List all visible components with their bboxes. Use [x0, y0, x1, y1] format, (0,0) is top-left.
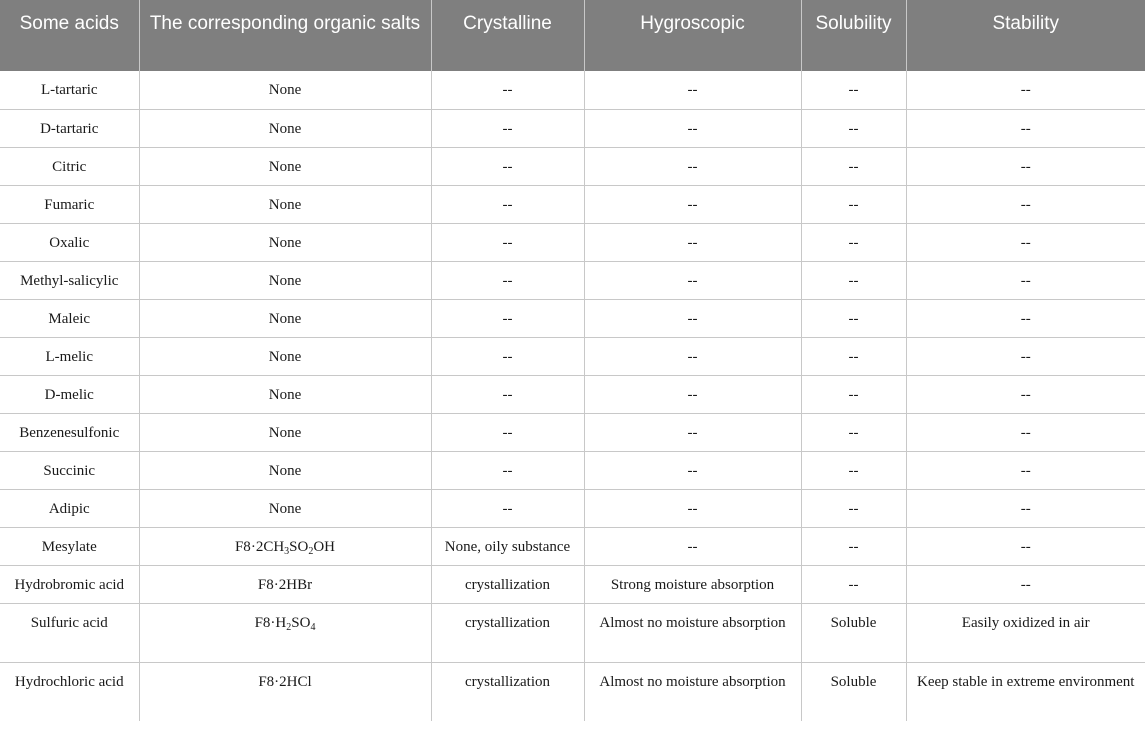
cell-organic-salt: F8·2HCl: [139, 662, 431, 721]
cell-stability: --: [906, 299, 1145, 337]
cell-crystalline: --: [431, 337, 584, 375]
cell-solubility: --: [801, 299, 906, 337]
cell-solubility: --: [801, 451, 906, 489]
cell-organic-salt: None: [139, 413, 431, 451]
table-row: [0, 299, 1145, 337]
cell-crystalline: --: [431, 299, 584, 337]
cell-stability: --: [906, 147, 1145, 185]
cell-hygroscopic: --: [584, 337, 801, 375]
cell-acid: Hydrobromic acid: [0, 565, 139, 603]
cell-stability: --: [906, 223, 1145, 261]
table-row: [0, 185, 1145, 223]
cell-crystalline: crystallization: [431, 603, 584, 662]
cell-acid: Fumaric: [0, 185, 139, 223]
cell-stability: --: [906, 109, 1145, 147]
cell-hygroscopic: --: [584, 223, 801, 261]
header-solubility: Solubility: [801, 0, 906, 71]
cell-acid: Adipic: [0, 489, 139, 527]
cell-solubility: --: [801, 413, 906, 451]
cell-stability: --: [906, 337, 1145, 375]
cell-organic-salt: $F8\cdot 2CH_3SO_2OH$: [139, 527, 431, 565]
cell-organic-salt: None: [139, 71, 431, 109]
cell-hygroscopic: --: [584, 527, 801, 565]
cell-crystalline: --: [431, 413, 584, 451]
cell-crystalline: crystallization: [431, 565, 584, 603]
cell-acid: Sulfuric acid: [0, 603, 139, 662]
cell-crystalline: --: [431, 375, 584, 413]
cell-solubility: Soluble: [801, 603, 906, 662]
cell-stability: Easily oxidized in air: [906, 603, 1145, 662]
table-row: [0, 603, 1145, 662]
cell-organic-salt: None: [139, 299, 431, 337]
cell-hygroscopic: --: [584, 451, 801, 489]
header-hygroscopic: Hygroscopic: [584, 0, 801, 71]
cell-hygroscopic: --: [584, 489, 801, 527]
cell-crystalline: --: [431, 147, 584, 185]
cell-solubility: --: [801, 489, 906, 527]
header-stability: Stability: [906, 0, 1145, 71]
cell-crystalline: --: [431, 185, 584, 223]
table-row: [0, 71, 1145, 109]
cell-hygroscopic: --: [584, 71, 801, 109]
cell-hygroscopic: Almost no moisture absorption: [584, 603, 801, 662]
cell-crystalline: --: [431, 223, 584, 261]
cell-crystalline: --: [431, 489, 584, 527]
cell-acid: Methyl-salicylic: [0, 261, 139, 299]
cell-hygroscopic: --: [584, 185, 801, 223]
cell-solubility: --: [801, 565, 906, 603]
cell-solubility: --: [801, 375, 906, 413]
cell-solubility: --: [801, 109, 906, 147]
cell-acid: L-tartaric: [0, 71, 139, 109]
cell-crystalline: crystallization: [431, 662, 584, 721]
table-row: [0, 451, 1145, 489]
cell-stability: --: [906, 71, 1145, 109]
table-body: [0, 71, 1145, 721]
cell-hygroscopic: --: [584, 109, 801, 147]
cell-hygroscopic: Almost no moisture absorption: [584, 662, 801, 721]
cell-stability: --: [906, 185, 1145, 223]
cell-solubility: Soluble: [801, 662, 906, 721]
cell-solubility: --: [801, 223, 906, 261]
header-organic-salts: The corresponding organic salts: [139, 0, 431, 71]
table-header: [0, 0, 1145, 71]
cell-stability: --: [906, 565, 1145, 603]
cell-acid: D-melic: [0, 375, 139, 413]
cell-organic-salt: None: [139, 223, 431, 261]
cell-crystalline: --: [431, 261, 584, 299]
cell-organic-salt: None: [139, 147, 431, 185]
cell-stability: Keep stable in extreme environment: [917, 673, 1135, 690]
cell-stability: --: [906, 375, 1145, 413]
table-row: [0, 261, 1145, 299]
cell-stability: --: [906, 451, 1145, 489]
cell-organic-salt: F8·2HBr: [139, 565, 431, 603]
header-some-acids: Some acids: [0, 0, 139, 71]
cell-hygroscopic: --: [584, 147, 801, 185]
cell-organic-salt: None: [139, 451, 431, 489]
cell-solubility: --: [801, 527, 906, 565]
cell-acid: Maleic: [0, 299, 139, 337]
cell-hygroscopic: --: [584, 375, 801, 413]
cell-acid: L-melic: [0, 337, 139, 375]
header-row: [0, 0, 1145, 71]
table-row: [0, 489, 1145, 527]
cell-hygroscopic: Strong moisture absorption: [584, 565, 801, 603]
table-row: [0, 527, 1145, 565]
table-row: [0, 565, 1145, 603]
cell-crystalline: None, oily substance: [431, 527, 584, 565]
cell-organic-salt: None: [139, 337, 431, 375]
cell-crystalline: --: [431, 109, 584, 147]
cell-organic-salt: None: [139, 489, 431, 527]
cell-hygroscopic: --: [584, 413, 801, 451]
cell-solubility: --: [801, 337, 906, 375]
table-row: [0, 223, 1145, 261]
cell-organic-salt: None: [139, 185, 431, 223]
table-row: [0, 413, 1145, 451]
header-crystalline: Crystalline: [431, 0, 584, 71]
cell-organic-salt: $F8\cdot H_2SO_4$: [139, 603, 431, 662]
cell-acid: Benzenesulfonic: [0, 413, 139, 451]
table-row: [0, 662, 1145, 721]
cell-crystalline: --: [431, 451, 584, 489]
cell-solubility: --: [801, 185, 906, 223]
table-row: [0, 109, 1145, 147]
cell-organic-salt: None: [139, 261, 431, 299]
cell-organic-salt: None: [139, 109, 431, 147]
cell-crystalline: --: [431, 71, 584, 109]
cell-solubility: --: [801, 147, 906, 185]
cell-solubility: --: [801, 261, 906, 299]
cell-acid: Mesylate: [0, 527, 139, 565]
cell-hygroscopic: --: [584, 261, 801, 299]
cell-stability: --: [906, 413, 1145, 451]
cell-acid: D-tartaric: [0, 109, 139, 147]
cell-acid: Succinic: [0, 451, 139, 489]
cell-acid: Oxalic: [0, 223, 139, 261]
table-row: [0, 375, 1145, 413]
cell-stability: --: [906, 527, 1145, 565]
cell-stability: --: [906, 489, 1145, 527]
cell-stability: --: [906, 261, 1145, 299]
table-row: [0, 337, 1145, 375]
cell-organic-salt: None: [139, 375, 431, 413]
cell-solubility: --: [801, 71, 906, 109]
cell-acid: Citric: [0, 147, 139, 185]
cell-hygroscopic: --: [584, 299, 801, 337]
cell-acid: Hydrochloric acid: [0, 662, 139, 721]
table-row: [0, 147, 1145, 185]
